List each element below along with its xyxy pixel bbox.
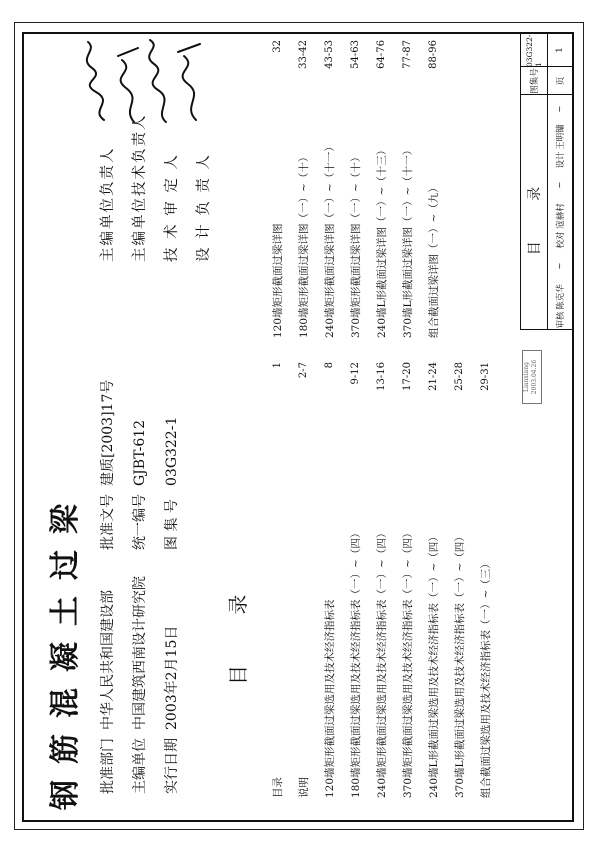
toc-entry: 240墙矩形截面过梁选用及技术经济指标表（一）~（四） 13-16 <box>375 362 388 798</box>
toc-entry: 180墙矩形截面过梁详图（一）~（十） 33-42 <box>297 40 310 338</box>
approval-row: 主编单位中国建筑西南设计研究院 <box>132 576 148 794</box>
toc-entry: 370墙矩形截面过梁选用及技术经济指标表（一）~（四） 17-20 <box>401 362 414 798</box>
toc-entry: 组合截面过梁选用及技术经济指标表（一）~（三） 29-31 <box>479 362 492 798</box>
toc-entry: 120墙矩形截面过梁选用及技术经济指标表 8 <box>323 362 336 798</box>
tb-check-label: 校对 <box>556 231 566 249</box>
tb-checker: 寇赫村 <box>556 203 566 229</box>
title-block <box>520 34 572 330</box>
sheet-title: 钢筋混凝土过梁 <box>48 488 83 810</box>
approval-row: 图 集 号03G322-1 <box>164 416 180 550</box>
toc-entry: 240墙矩形截面过梁详图（一）~（十一） 43-53 <box>323 40 336 338</box>
signatory-role: 设 计 负 责 人 <box>196 153 212 262</box>
toc-entry: 240墙L形截面过梁选用及技术经济指标表（一）~（四） 21-24 <box>427 362 440 798</box>
approval-row: 批准文号建质[2003]17号 <box>100 379 116 550</box>
tb-review-sign: ~ <box>555 262 565 270</box>
signatory-role: 主编单位技术负责人 <box>132 113 148 262</box>
toc-left <box>264 362 498 798</box>
signatory-role: 技 术 审 定 人 <box>164 153 180 262</box>
toc-entry: 120墙矩形截面过梁详图 32 <box>271 40 284 338</box>
tb-heading: 目 录 <box>527 168 543 256</box>
signature-mark <box>87 42 104 120</box>
approval-right <box>92 380 188 550</box>
toc-entry: 组合截面过梁详图（一）~（九） 88-96 <box>427 40 440 338</box>
tb-reviewer: 陈克华 <box>556 284 566 310</box>
toc-title: 目 录 <box>226 572 250 685</box>
signature-mark <box>149 40 166 122</box>
toc-entry: 370墙L形截面过梁详图（一）~（十一） 77-87 <box>401 40 414 338</box>
approval-row: 实行日期2003年2月15日 <box>164 625 180 794</box>
approval-row: 批准部门中华人民共和国建设部 <box>100 590 116 794</box>
toc-entry: 370墙L形截面过梁选用及技术经济指标表（一）~（四） 25-28 <box>453 362 466 798</box>
toc-entry: 目录 1 <box>271 362 284 798</box>
signatures <box>30 34 230 130</box>
tb-atlas-no: 03G322-1 <box>525 34 543 67</box>
approval-left <box>92 576 188 794</box>
tb-design-label: 设计 <box>556 151 566 169</box>
toc-entry: 370墙矩形截面过梁详图（一）~（十） 54-63 <box>349 40 362 338</box>
approval-stamp: Lianxiang 2003.04.26 <box>522 350 542 404</box>
tb-check-sign: ~ <box>555 181 565 189</box>
signatory-role: 主编单位负责人 <box>100 146 116 262</box>
tb-designer: 王明镛 <box>556 124 566 150</box>
toc-right <box>264 40 446 338</box>
toc-entry: 说明 2-7 <box>297 362 310 798</box>
tb-page-label: 页 <box>556 76 566 86</box>
tb-page-no: 1 <box>555 47 565 53</box>
tb-atlas-label: 图集号 <box>530 68 540 94</box>
toc-entry: 180墙矩形截面过梁选用及技术经济指标表（一）~（四） 9-12 <box>349 362 362 798</box>
signatory-roles <box>92 114 220 263</box>
toc-entry: 240墙L形截面过梁详图（一）~（十三） 64-76 <box>375 40 388 338</box>
approval-row: 统一编号GJBT-612 <box>132 419 148 550</box>
signature-mark <box>118 48 138 122</box>
tb-review-label: 审核 <box>556 311 566 329</box>
signature-mark <box>178 44 200 120</box>
tb-design-sign: ~ <box>555 105 565 113</box>
